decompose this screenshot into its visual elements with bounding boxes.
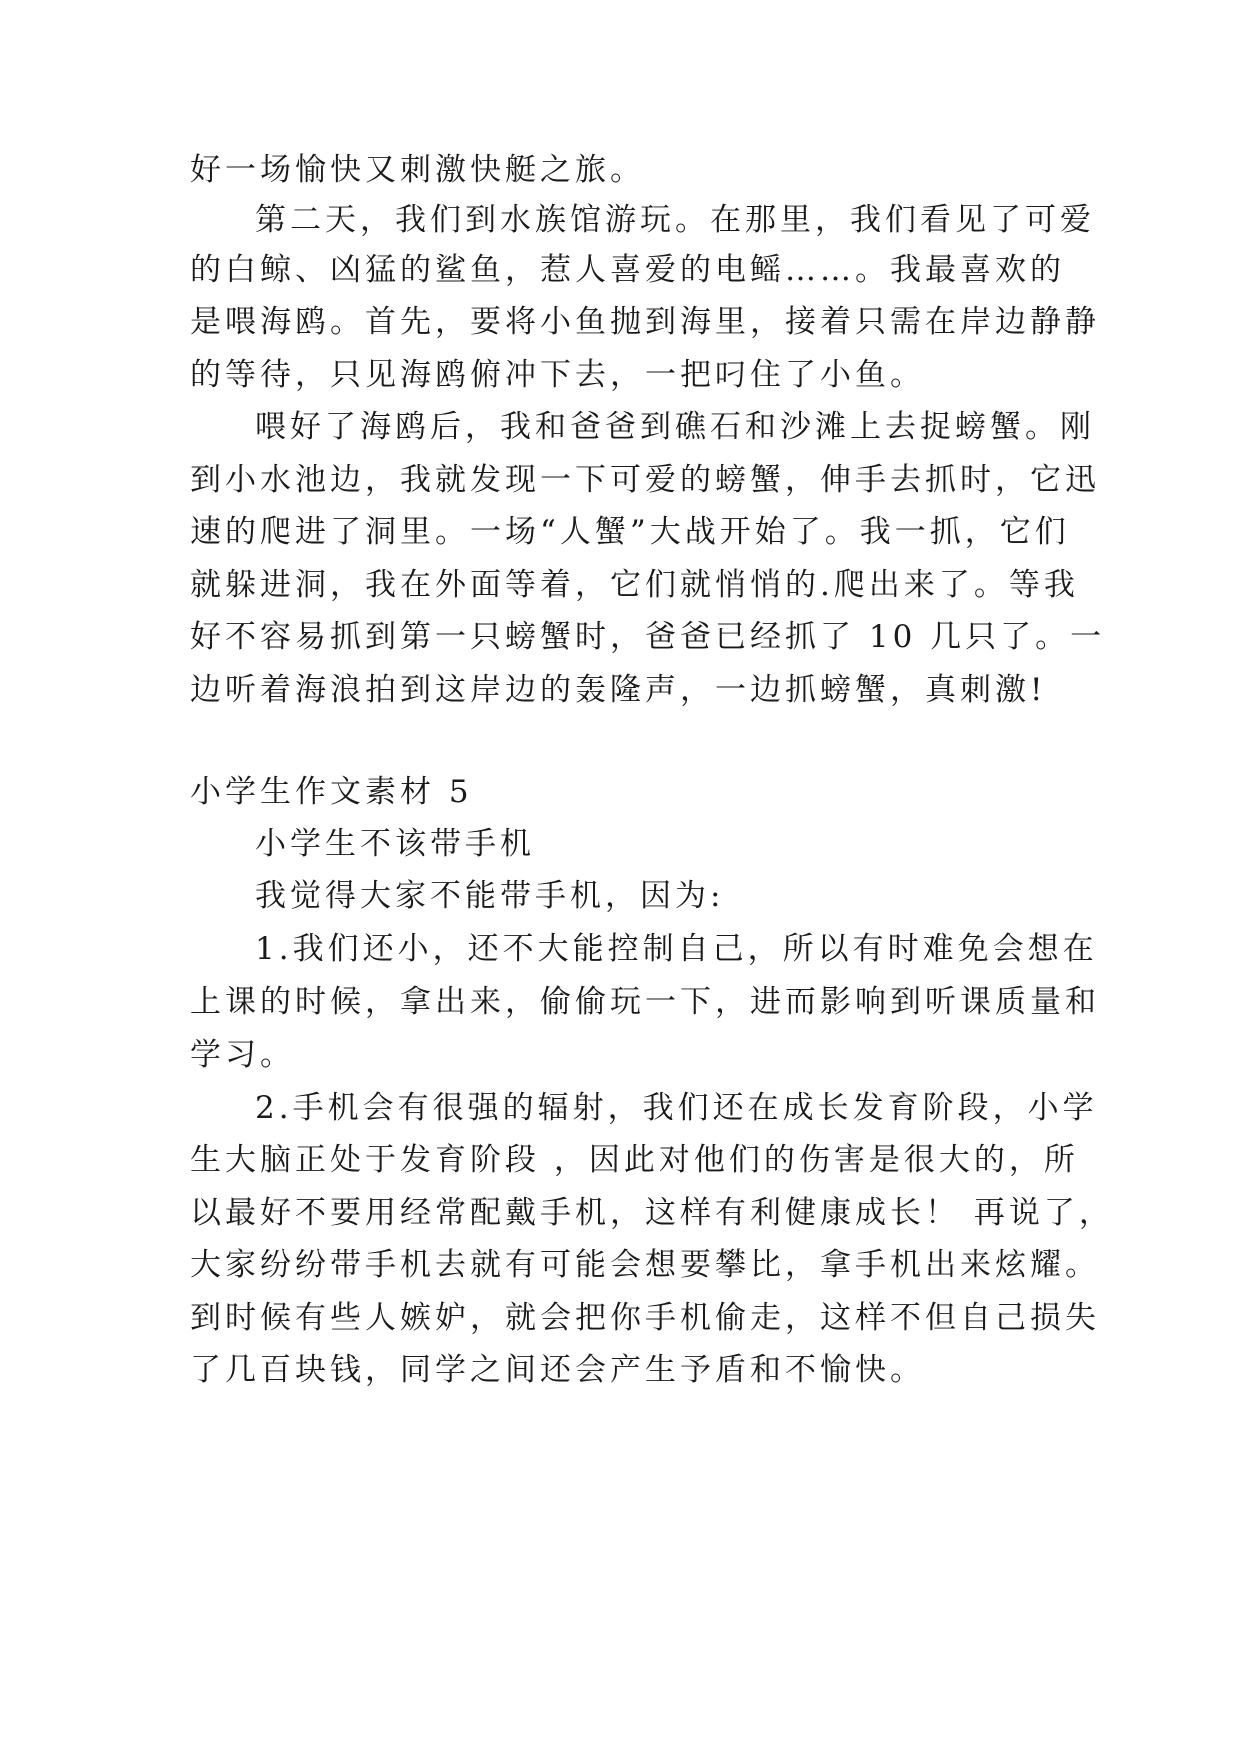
section-title: 小学生作文素材 5 <box>190 774 473 810</box>
paragraph-line: 生大脑正处于发育阶段 ，因此对他们的伤害是很大的，所 <box>190 1142 1079 1178</box>
paragraph-line: 第二天，我们到水族馆游玩。在那里，我们看见了可爱 <box>255 202 1095 238</box>
paragraph-line: 上课的时候，拿出来，偷偷玩一下，进而影响到听课质量和 <box>190 984 1100 1020</box>
paragraph-line: 以最好不要用经常配戴手机，这样有利健康成长！ 再说了， <box>190 1195 1114 1231</box>
paragraph-line: 喂好了海鸥后，我和爸爸到礁石和沙滩上去捉螃蟹。刚 <box>255 409 1095 445</box>
paragraph-line: 边听着海浪拍到这岸边的轰隆声，一边抓螃蟹，真刺激! <box>190 672 1047 708</box>
paragraph-line: 的等待，只见海鸥俯冲下去，一把叼住了小鱼。 <box>190 357 925 393</box>
paragraph-line: 的白鲸、凶猛的鲨鱼，惹人喜爱的电鳐……。我最喜欢的 <box>190 252 1065 288</box>
paragraph-line: 速的爬进了洞里。一场“人蟹”大战开始了。我一抓，它们 <box>190 514 1070 550</box>
paragraph-line: 好一场愉快又刺激快艇之旅。 <box>190 152 645 188</box>
paragraph-line: 了几百块钱，同学之间还会产生予盾和不愉快。 <box>190 1352 925 1388</box>
paragraph-line: 学习。 <box>190 1037 295 1073</box>
paragraph-line: 到时候有些人嫉妒，就会把你手机偷走，这样不但自己损失 <box>190 1300 1100 1336</box>
paragraph-line: 大家纷纷带手机去就有可能会想要攀比，拿手机出来炫耀。 <box>190 1247 1100 1283</box>
paragraph-line: 1.我们还小，还不大能控制自己，所以有时难免会想在 <box>255 931 1098 967</box>
paragraph-line: 2.手机会有很强的辐射，我们还在成长发育阶段，小学 <box>255 1090 1098 1126</box>
paragraph-line: 我觉得大家不能带手机，因为: <box>255 878 725 914</box>
paragraph-line: 到小水池边，我就发现一下可爱的螃蟹，伸手去抓时，它迅 <box>190 462 1100 498</box>
paragraph-line: 就躲进洞，我在外面等着，它们就悄悄的.爬出来了。等我 <box>190 567 1079 603</box>
essay-title: 小学生不该带手机 <box>255 826 535 862</box>
paragraph-line: 是喂海鸥。首先，要将小鱼抛到海里，接着只需在岸边静静 <box>190 304 1100 340</box>
paragraph-line: 好不容易抓到第一只螃蟹时，爸爸已经抓了 10 几只了。一 <box>190 619 1106 655</box>
